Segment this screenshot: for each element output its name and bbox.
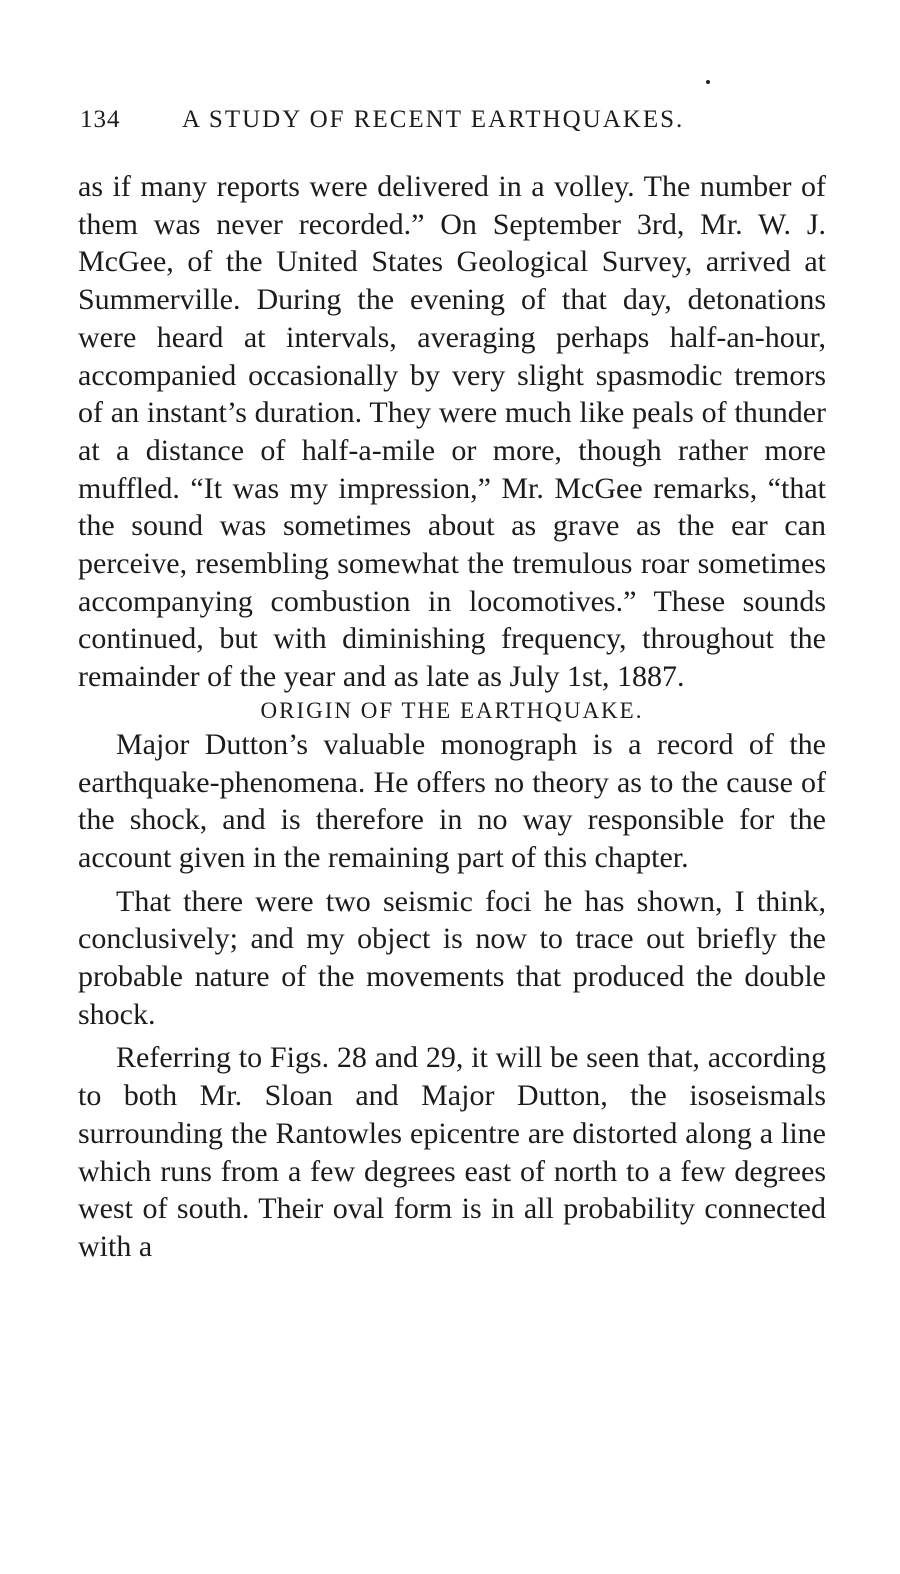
page-number: 134 (80, 106, 121, 133)
section-heading: ORIGIN OF THE EARTHQUAKE. (260, 697, 644, 723)
ink-speck (706, 80, 710, 84)
paragraph: Referring to Figs. 28 and 29, it will be seen that, according to both Mr. Sloan and Major Dutton, the isoseismals surrounding the Rantowles epicentre are distorted along a line which runs from a few degrees east of north to a few degrees west of south. Their oval form is in all probability connected with a (78, 1041, 826, 1263)
page-header (80, 106, 825, 146)
paragraph: That there were two seismic foci he has shown, I think, conclusively; and my object is now to trace out briefly the probable nature of the movements that produced the double shock. (78, 884, 826, 1031)
paragraph-continued: as if many reports were delivered in a volley. The number of them was never recorded.” On September 3rd, Mr. W. J. McGee, of the United States Geological Survey, arrived at Summerville. During the evening of that day, detonations were heard at intervals, averaging perhaps half-an-hour, accompanied occasionally by very slight spasmodic tremors of an instant’s duration. They were much like peals of thunder at a distance of half-a-mile or more, though rather more muffled. “It was my impression,” Mr. McGee remarks, “that the sound was sometimes about as grave as the ear can perceive, resembling somewhat the tremulous roar sometimes accompanying combustion in locomotives.” These sounds continued, but with diminishing frequency, throughout the remainder of the year and as late as July 1st, 1887. (78, 170, 826, 694)
paragraph: Major Dutton’s valuable monograph is a record of the earthquake-phenomena. He offers no theory as to the cause of the shock, and is therefore in no way responsible for the account given in the remaining part of this chapter. (78, 727, 826, 874)
running-title: A STUDY OF RECENT EARTHQUAKES. (182, 106, 685, 133)
body-text (78, 168, 826, 1266)
